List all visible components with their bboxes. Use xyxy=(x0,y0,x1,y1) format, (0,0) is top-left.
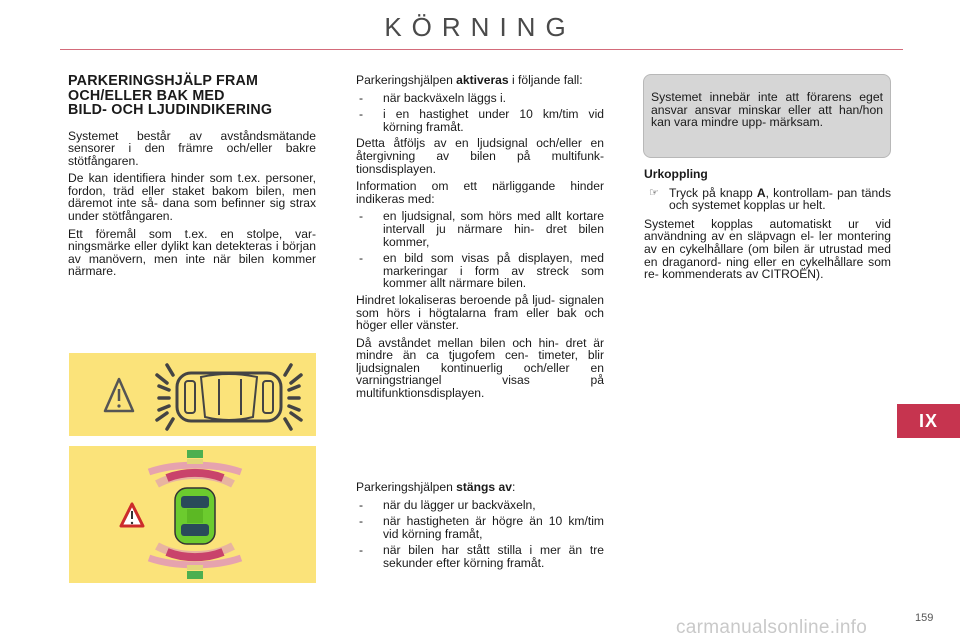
parking-sensor-figure-color xyxy=(69,446,316,583)
chapter-tab: IX xyxy=(897,404,960,438)
info-list xyxy=(356,210,604,290)
heading-line-3: BILD- OCH LJUDINDIKERING xyxy=(68,102,273,118)
deactivation-intro-suffix: : xyxy=(511,480,516,494)
activation-list xyxy=(356,92,604,134)
deactivation-intro-text: Parkeringshjälpen xyxy=(356,480,457,494)
heading-line-1: PARKERINGSHJÄLP FRAM xyxy=(68,73,259,89)
warning-triangle-icon xyxy=(105,379,133,411)
activation-keyword: aktiveras xyxy=(456,73,509,87)
deactivation-heading: Urkoppling xyxy=(644,167,708,181)
paragraph-distance: Då avståndet mellan bilen och hin- dret är mindre än ca tjugofem cen- timeter, blir ljudsignalen kontinuerlig och/eller en varningstriangel visas på multifunktionsdisplayen. xyxy=(356,335,604,401)
column-middle-lower xyxy=(356,481,604,574)
paragraph-limitation: Ett föremål som t.ex. en stolpe, var- ningsmärke eller dylikt kan detekteras i början av manövern, men inte när bilen kommer närmare. xyxy=(68,226,316,279)
paragraph-automatic: Systemet kopplas automatiskt ur vid användning av en släpvagn el- ler montering av en cykelhållare (om bilen är utrustad med en draganord- ning eller en cykelhållare som re- kommenderats av CITROËN). xyxy=(644,216,891,282)
paragraph-system: Systemet består av avståndsmätande sensorer i den främre och/eller bakre stötfångaren. xyxy=(68,128,316,168)
rear-sensor-zones xyxy=(149,546,241,579)
list-item: - en bild som visas på displayen, med markeringar i form av streck som kommer allt närmare bilen. xyxy=(356,252,604,290)
paragraph-detection: De kan identifiera hinder som t.ex. personer, fordon, träd eller staket bakom bilen, men däremot inte så- dana som befinner sig strax under stötfångaren. xyxy=(68,171,316,224)
list-item: - när hastigheten är högre än 10 km/tim vid körning framåt, xyxy=(356,515,604,540)
column-right xyxy=(644,168,891,286)
car-outline-top-view xyxy=(177,373,281,421)
front-sensor-zones xyxy=(149,450,241,484)
warning-note-box: Systemet innebär inte att förarens eget ansvar ansvar minskar eller att han/hon kan vara mindre upp- märksam. xyxy=(643,74,891,158)
paragraph-location: Hindret lokaliseras beroende på ljud- signalen som hörs i högtalarna fram eller bak och höger eller vänster. xyxy=(356,292,604,333)
list-item: - en ljudsignal, som hörs med allt kortare intervall ju närmare hin- dret bilen kommer, xyxy=(356,210,604,248)
sensor-arcs-right xyxy=(285,365,301,429)
title-divider xyxy=(60,49,903,50)
page-title: KÖRNING xyxy=(384,12,576,42)
watermark: carmanualsonline.info xyxy=(676,617,868,638)
button-a-label: A xyxy=(756,185,766,200)
deactivation-intro xyxy=(356,481,604,494)
activation-intro xyxy=(356,74,604,87)
paragraph-info: Information om ett närliggande hinder indikeras med: xyxy=(356,179,604,206)
car-green-top-view xyxy=(175,488,215,544)
section-heading xyxy=(68,74,316,118)
instruction-step xyxy=(644,187,891,212)
column-left xyxy=(68,74,316,283)
activation-intro-text: Parkeringshjälpen xyxy=(356,73,457,87)
list-item: - när bilen har stått stilla i mer än tre sekunder efter körning framåt. xyxy=(356,544,604,569)
instruction-text-suffix: , kontrollam- pan tänds och systemet kopplas ur helt. xyxy=(669,185,891,213)
sensor-arcs-left xyxy=(157,365,173,429)
warning-triangle-icon xyxy=(121,504,143,526)
list-item: - i en hastighet under 10 km/tim vid körning framåt. xyxy=(356,108,604,133)
column-middle xyxy=(356,74,604,405)
page-number: 159 xyxy=(915,612,934,624)
deactivation-list xyxy=(356,499,604,570)
paragraph-signal: Detta åtföljs av en ljudsignal och/eller en återgivning av bilen på multifunk- tionsdisplayen. xyxy=(356,136,604,176)
deactivation-keyword: stängs av xyxy=(456,480,512,494)
list-item: - när du lägger ur backväxeln, xyxy=(356,499,604,512)
parking-sensor-figure-outline xyxy=(69,353,316,436)
arrow-right-icon: ☞ xyxy=(649,186,659,199)
activation-intro-suffix: i följande fall: xyxy=(508,73,583,87)
list-item: - när backväxeln läggs i. xyxy=(356,92,604,105)
heading-line-2: OCH/ELLER BAK MED xyxy=(68,87,225,104)
instruction-text: Tryck på knapp xyxy=(669,185,757,200)
